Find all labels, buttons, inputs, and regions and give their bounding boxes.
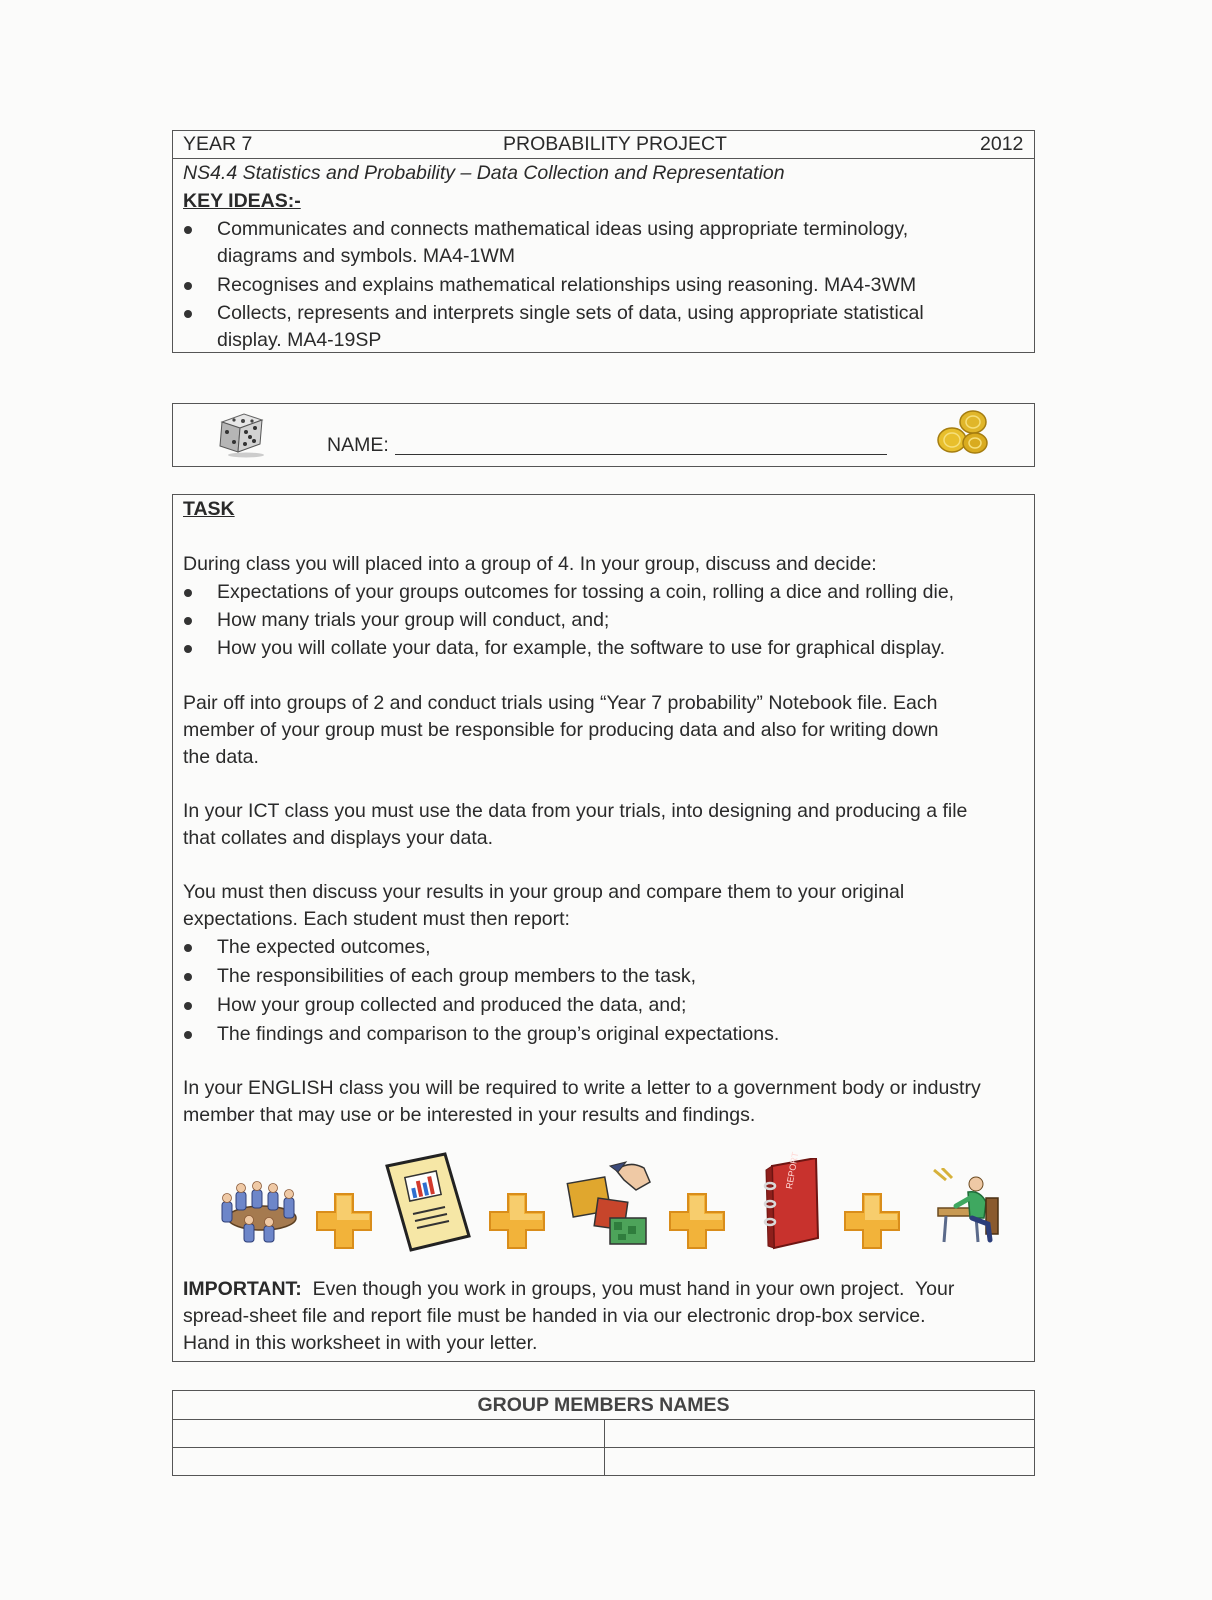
report-item-1: The expected outcomes, [217, 936, 431, 958]
decide-item-2: How many trials your group will conduct, and; [217, 609, 610, 631]
header-divider [172, 158, 1035, 159]
key-idea-1-line2: diagrams and symbols. MA4-1WM [217, 245, 516, 267]
student-writing-icon [932, 1168, 1012, 1248]
name-write-line[interactable] [395, 454, 887, 455]
key-idea-1-line1: Communicates and connects mathematical ideas using appropriate terminology, [217, 218, 909, 240]
key-idea-2: Recognises and explains mathematical relationships using reasoning. MA4-3WM [217, 274, 917, 296]
task-heading: TASK [183, 498, 235, 520]
pair-line-3: the data. [183, 746, 259, 768]
important-line-3: Hand in this worksheet in with your letter. [183, 1332, 538, 1354]
report-item-4: The findings and comparison to the group’s original expectations. [217, 1023, 780, 1045]
report-book-label: REPORT [784, 1151, 801, 1190]
member-name-cell[interactable] [606, 1421, 1034, 1446]
english-line-2: member that may use or be interested in your results and findings. [183, 1104, 756, 1126]
table-column-divider [604, 1419, 605, 1476]
decide-item-3: How you will collate your data, for example, the software to use for graphical display. [217, 637, 945, 659]
plus-icon [668, 1192, 726, 1250]
important-label: IMPORTANT: [183, 1278, 302, 1300]
group-members-heading: GROUP MEMBERS NAMES [477, 1394, 730, 1416]
important-text-1: Even though you work in groups, you must hand in your own project. Your [301, 1278, 955, 1300]
report-item-3: How your group collected and produced the data, and; [217, 994, 687, 1016]
pair-line-2: member of your group must be responsible for producing data and also for writing down [183, 719, 939, 741]
plus-icon [315, 1192, 373, 1250]
bullet-icon [184, 589, 192, 597]
discuss-line-1: You must then discuss your results in your group and compare them to your original [183, 881, 905, 903]
report-book-icon [762, 1151, 824, 1250]
discuss-line-2: expectations. Each student must then report: [183, 908, 570, 930]
bullet-icon [184, 282, 192, 290]
bullet-icon [184, 310, 192, 318]
subtitle: NS4.4 Statistics and Probability – Data Collection and Representation [183, 162, 785, 184]
year-label: YEAR 7 [183, 133, 253, 155]
ict-line-2: that collates and displays your data. [183, 827, 494, 849]
coins-icon [935, 407, 995, 459]
bullet-icon [184, 1002, 192, 1010]
meeting-group-icon [214, 1174, 304, 1246]
key-idea-3-line1: Collects, represents and interprets single sets of data, using appropriate statistical [217, 302, 924, 324]
bullet-icon [184, 944, 192, 952]
task-intro: During class you will placed into a group of 4. In your group, discuss and decide: [183, 553, 877, 575]
member-name-cell[interactable] [173, 1449, 603, 1474]
important-line-1 [183, 1276, 954, 1303]
bullet-icon [184, 1031, 192, 1039]
puzzle-hands-icon [566, 1160, 656, 1248]
bullet-icon [184, 973, 192, 981]
key-idea-3-line2: display. MA4-19SP [217, 329, 382, 351]
key-ideas-heading: KEY IDEAS:- [183, 190, 301, 212]
ict-line-1: In your ICT class you must use the data from your trials, into designing and producing a file [183, 800, 968, 822]
member-name-cell[interactable] [173, 1421, 603, 1446]
project-title: PROBABILITY PROJECT [503, 133, 727, 155]
bar-chart-document-icon [383, 1152, 473, 1252]
name-box [172, 403, 1035, 467]
dice-icon [216, 406, 272, 458]
year-date: 2012 [980, 133, 1024, 155]
bullet-icon [184, 226, 192, 234]
plus-icon [843, 1192, 901, 1250]
important-line-2: spread-sheet file and report file must be handed in via our electronic drop-box service. [183, 1305, 926, 1327]
decide-item-1: Expectations of your groups outcomes for tossing a coin, rolling a dice and rolling die, [217, 581, 955, 603]
name-label: NAME: [327, 434, 389, 456]
member-name-cell[interactable] [606, 1449, 1034, 1474]
english-line-1: In your ENGLISH class you will be required to write a letter to a government body or industry [183, 1077, 981, 1099]
bullet-icon [184, 645, 192, 653]
plus-icon [488, 1192, 546, 1250]
report-item-2: The responsibilities of each group members to the task, [217, 965, 697, 987]
pair-line-1: Pair off into groups of 2 and conduct trials using “Year 7 probability” Notebook file. Each [183, 692, 938, 714]
bullet-icon [184, 617, 192, 625]
